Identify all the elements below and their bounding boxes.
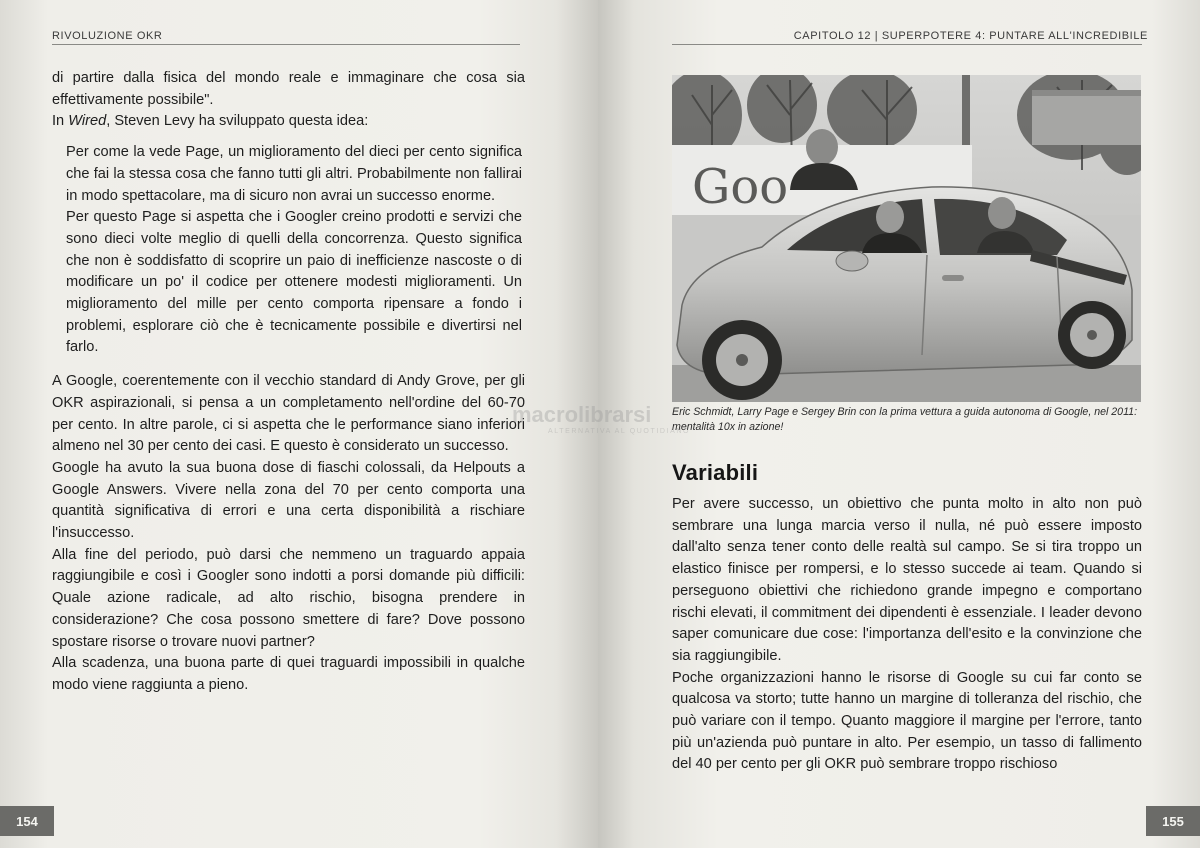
running-head-left: RIVOLUZIONE OKR [52,30,163,42]
right-body-text [672,494,1142,776]
right-page [598,0,1200,848]
quote-paragraph: Per come la vede Page, un miglioramento del dieci per cento significa che fai la stessa cosa che fanno tutti gli altri. Probabilmente non fallirai in modo spettacolare, ma di sicuro non avrai un successo enorme. [66,144,522,204]
paragraph: Per avere successo, un obiettivo che punta molto in alto non può sembrare una lunga marcia verso il nulla, né può essere imposto dall'alto senza tener conto delle realtà sul campo. Se si tira troppo un elastico finisce per rompersi, e lo stesso succede ai team. Quando si perseguono obiettivi che richiedono grande impegno e comportano rischi elevati, il commitment dei dipendenti è essenziale. I leader devono saper comunicare due cose: l'importanza dell'esito e la convinzione che sia raggiungibile. [672,496,1142,664]
intro-line-2: In Wired, Steven Levy ha sviluppato questa idea: [52,113,369,130]
paragraph: Poche organizzazioni hanno le risorse di Google su cui far conto se qualcosa va storto; tutte hanno un margine di tolleranza del rischio, che può variare con il tempo. Quanto maggiore il margine per l'errore, tanto più un'azienda può puntare in alto. Per esempio, un tasso di fallimento del 40 per cento per gli OKR può sembrare troppo rischioso [672,669,1142,773]
car-photo [672,75,1141,402]
intro-line-1: di partire dalla fisica del mondo reale e immaginare che cosa sia effettivamente possibile". [52,70,525,108]
head-rule-right [672,44,1142,45]
paragraph: Google ha avuto la sua buona dose di fiaschi colossali, da Helpouts a Google Answers. Vivere nella zona del 70 per cento comporta una quantità significativa di errori e una certa disponibilità a rischiare l'insuccesso. [52,459,525,542]
car-photo-illustration [672,75,1141,402]
google-sign-text: Goo [692,159,789,215]
head-rule-left [52,44,520,45]
quote-paragraph: Per questo Page si aspetta che i Googler creino prodotti e servizi che sono dieci volte meglio di quelli della concorrenza. Questo significa che non è soddisfatto di scoprire un paio di inefficienze nascoste o di modificare un po' il codice per ottenere modesti miglioramenti. Un miglioramento del mille per cento comporta ripensare a fondo i problemi, esplorare ciò che è tecnicamente possibile e divertirsi nel farlo. [66,209,522,356]
watermark-tagline: ALTERNATIVA AL QUOTIDIANO [548,428,691,435]
paragraph: Alla scadenza, una buona parte di quei traguardi impossibili in qualche modo viene raggiunta a pieno. [52,655,525,693]
paragraph: A Google, coerentemente con il vecchio standard di Andy Grove, per gli OKR aspirazionali, si pensa a un completamento nell'ordine del 60-70 per cento. In altre parole, ci si aspetta che le performance siano inferiori almeno nel 30 per cento dei casi. E questo è considerato un successo. [52,373,525,455]
photo-caption: Eric Schmidt, Larry Page e Sergey Brin con la prima vettura a guida autonoma di Google, nel 2011: mentalità 10x in azione! [672,406,1138,433]
running-head-right: CAPITOLO 12 | SUPERPOTERE 4: PUNTARE ALL'INCREDIBILE [793,30,1148,42]
left-body-text [52,68,525,697]
magazine-title: Wired [68,113,107,130]
page-number-left: 154 [0,806,54,836]
watermark-logo: macrolibrarsi [512,402,652,427]
page-number-right: 155 [1146,806,1200,836]
paragraph: Alla fine del periodo, può darsi che nemmeno un traguardo appaia raggiungibile e così i Googler sono indotti a porsi domande più difficili: Quale azione radicale, ad alto rischio, bisogna prendere in considerazione? Che cosa possono smettere di fare? Dove possono spostare risorse o trovare nuovi partner? [52,546,525,650]
section-title: Variabili [672,460,759,485]
block-quote [66,142,522,359]
left-page [0,0,598,848]
